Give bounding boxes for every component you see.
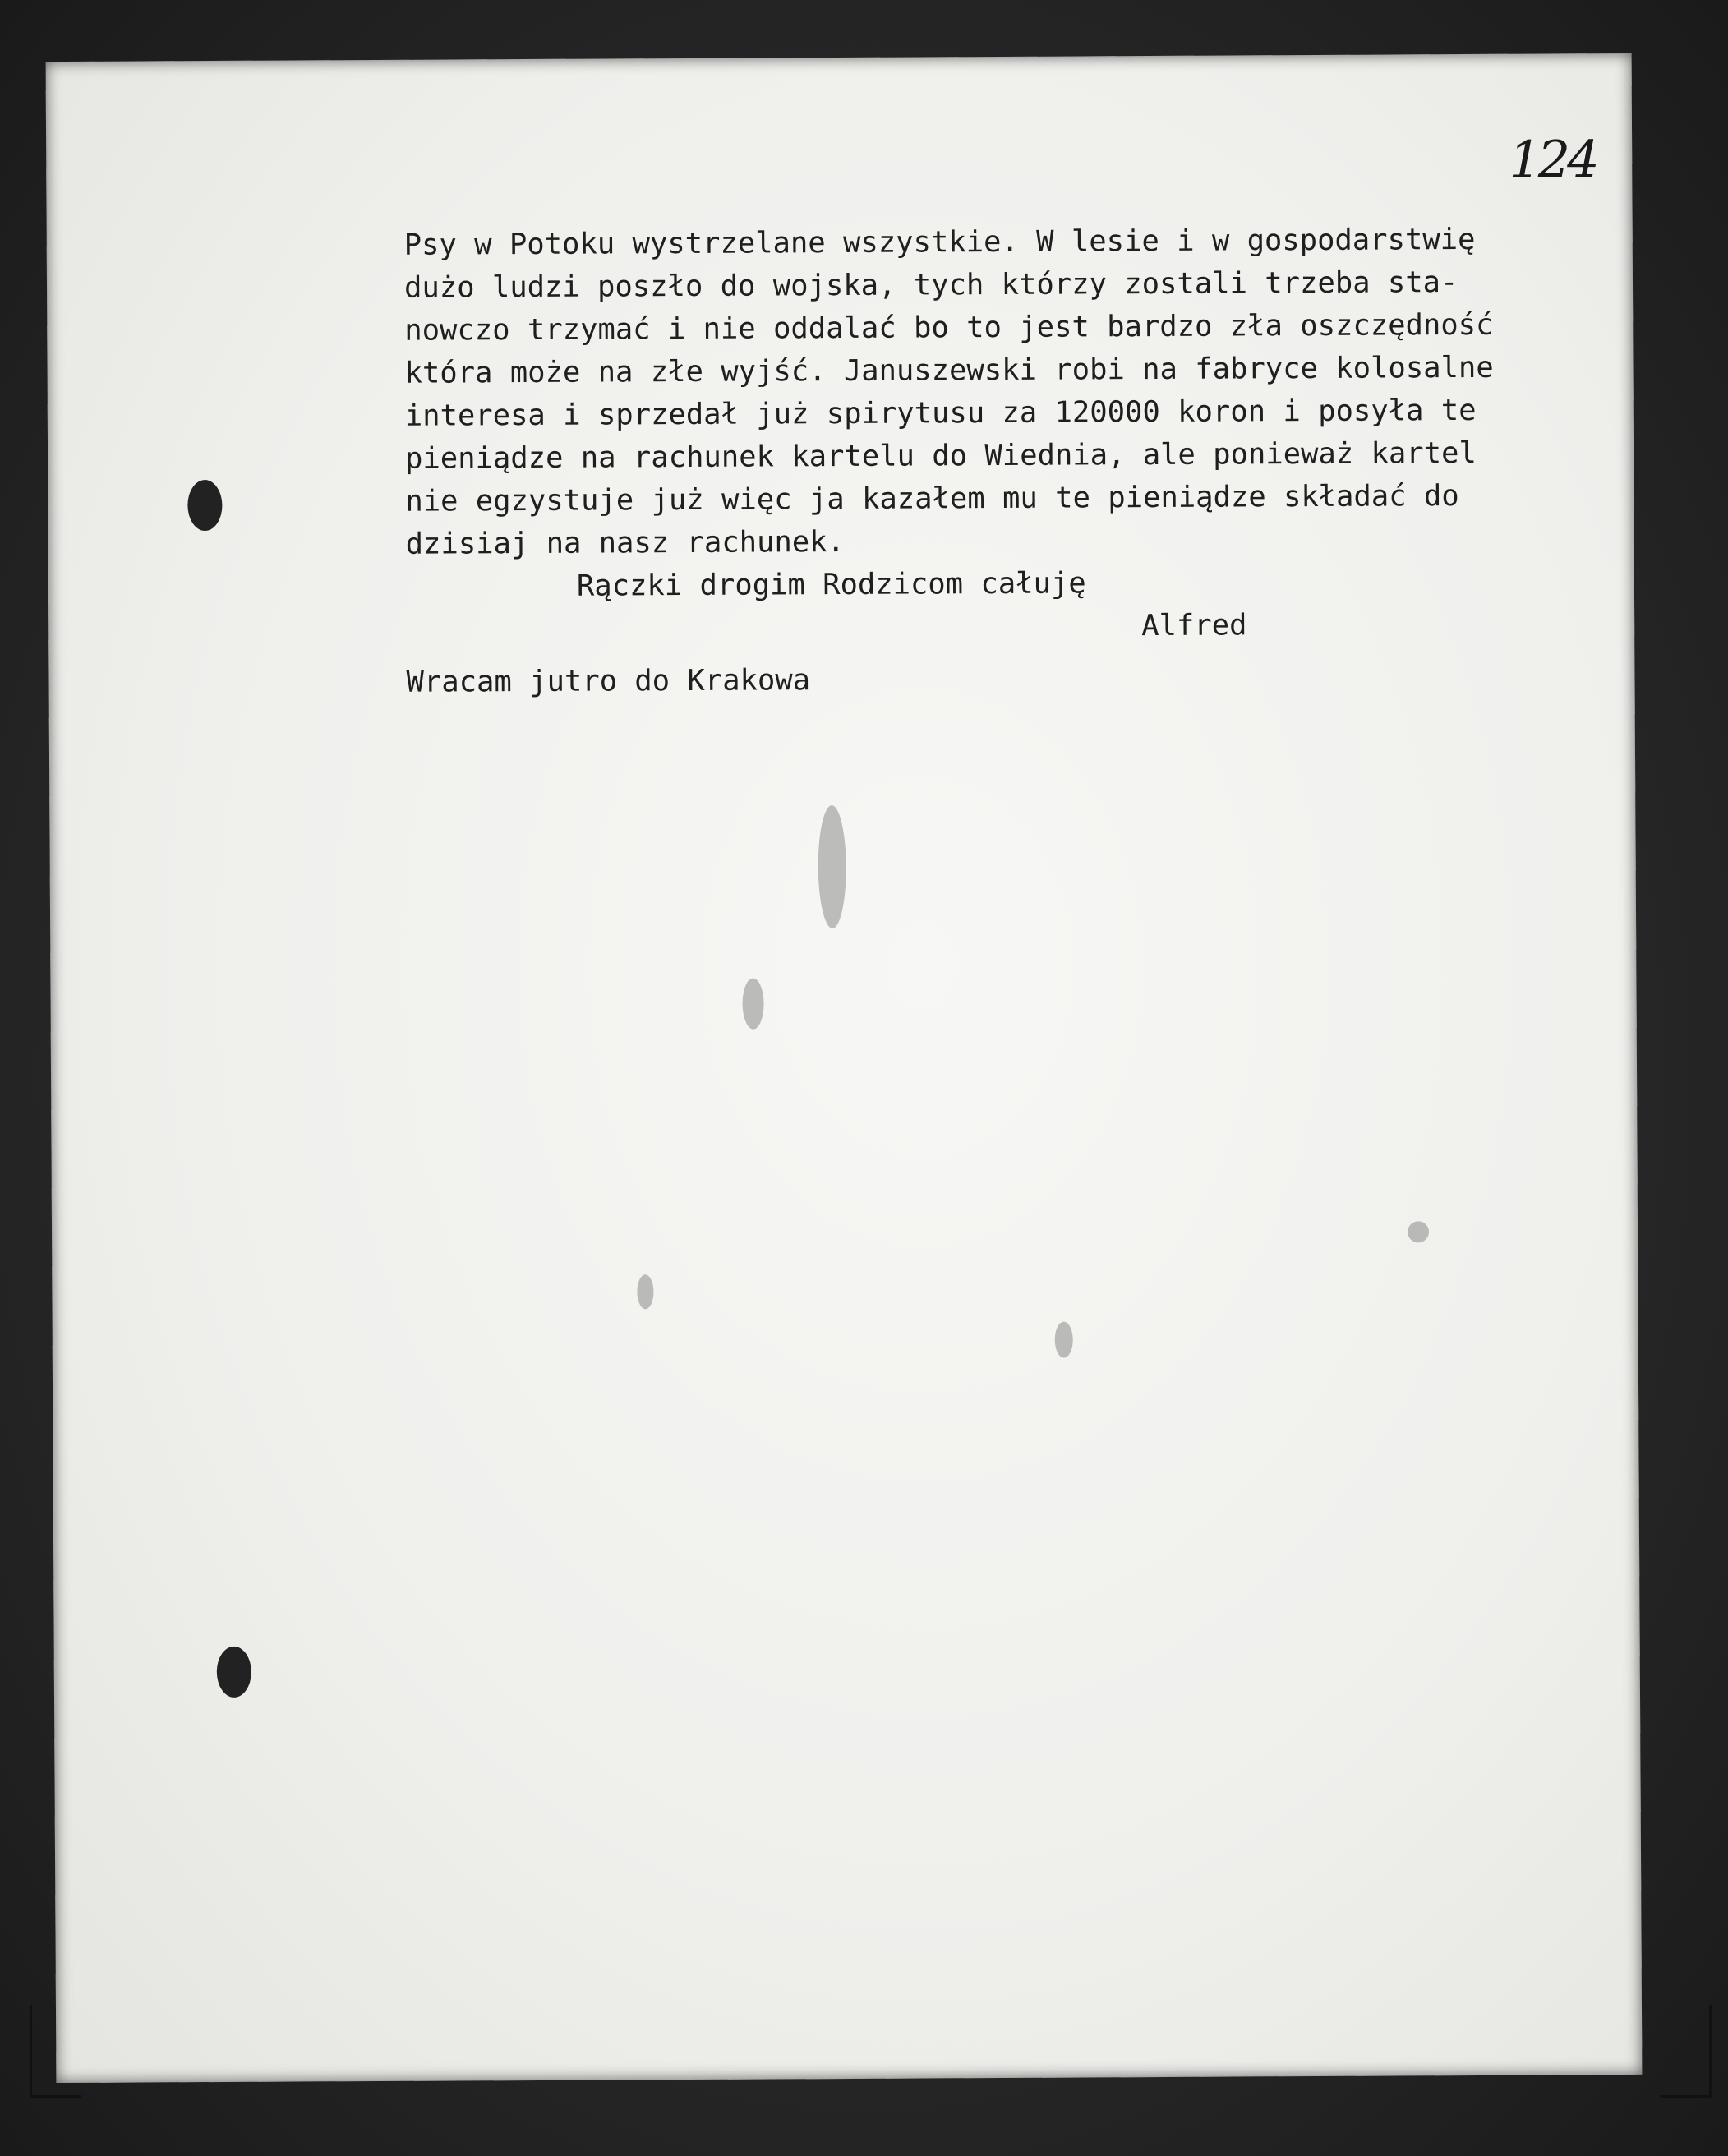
letter-line: dużo ludzi poszło do wojska, tych którzy zostali trzeba sta- (403, 265, 1458, 305)
letter-line: pieniądze na rachunek kartelu do Wiednia, ale ponieważ kartel (405, 435, 1477, 476)
letter-line: dzisiaj na nasz rachunek. (405, 524, 846, 561)
letter-line: nie egzystuje już więc ja kazałem mu te pieniądze składać do (405, 479, 1459, 518)
letter-line: nowczo trzymać i nie oddalać bo to jest bardzo zła oszczędność (404, 307, 1494, 348)
letter-page (46, 53, 1643, 2083)
corner-mark-bottom-left (30, 2005, 81, 2098)
ink-smudge (637, 1274, 653, 1309)
ink-smudge (1408, 1221, 1429, 1242)
letter-closing: Rączki drogim Rodzicom całuję (576, 566, 1086, 603)
letter-line: która może na złe wyjść. Januszewski robi na fabryce kolosalne (404, 350, 1494, 390)
corner-mark-bottom-right (1660, 2005, 1712, 2098)
punch-hole-top (187, 480, 222, 531)
letter-line: Psy w Potoku wystrzelane wszystkie. W lesie i w gospodarstwię (403, 222, 1476, 262)
letter-signature: Alfred (1141, 608, 1247, 643)
letter-line: interesa i sprzedał już spirytusu za 120000 koron i posyła te (404, 393, 1477, 433)
ink-smudge (818, 805, 846, 928)
page-number: 124 (1509, 129, 1597, 190)
ink-smudge (742, 979, 763, 1030)
letter-postscript: Wracam jutro do Krakowa (406, 663, 811, 699)
letter-body (404, 218, 1623, 704)
ink-smudge (1055, 1322, 1073, 1358)
punch-hole-bottom (217, 1647, 251, 1698)
